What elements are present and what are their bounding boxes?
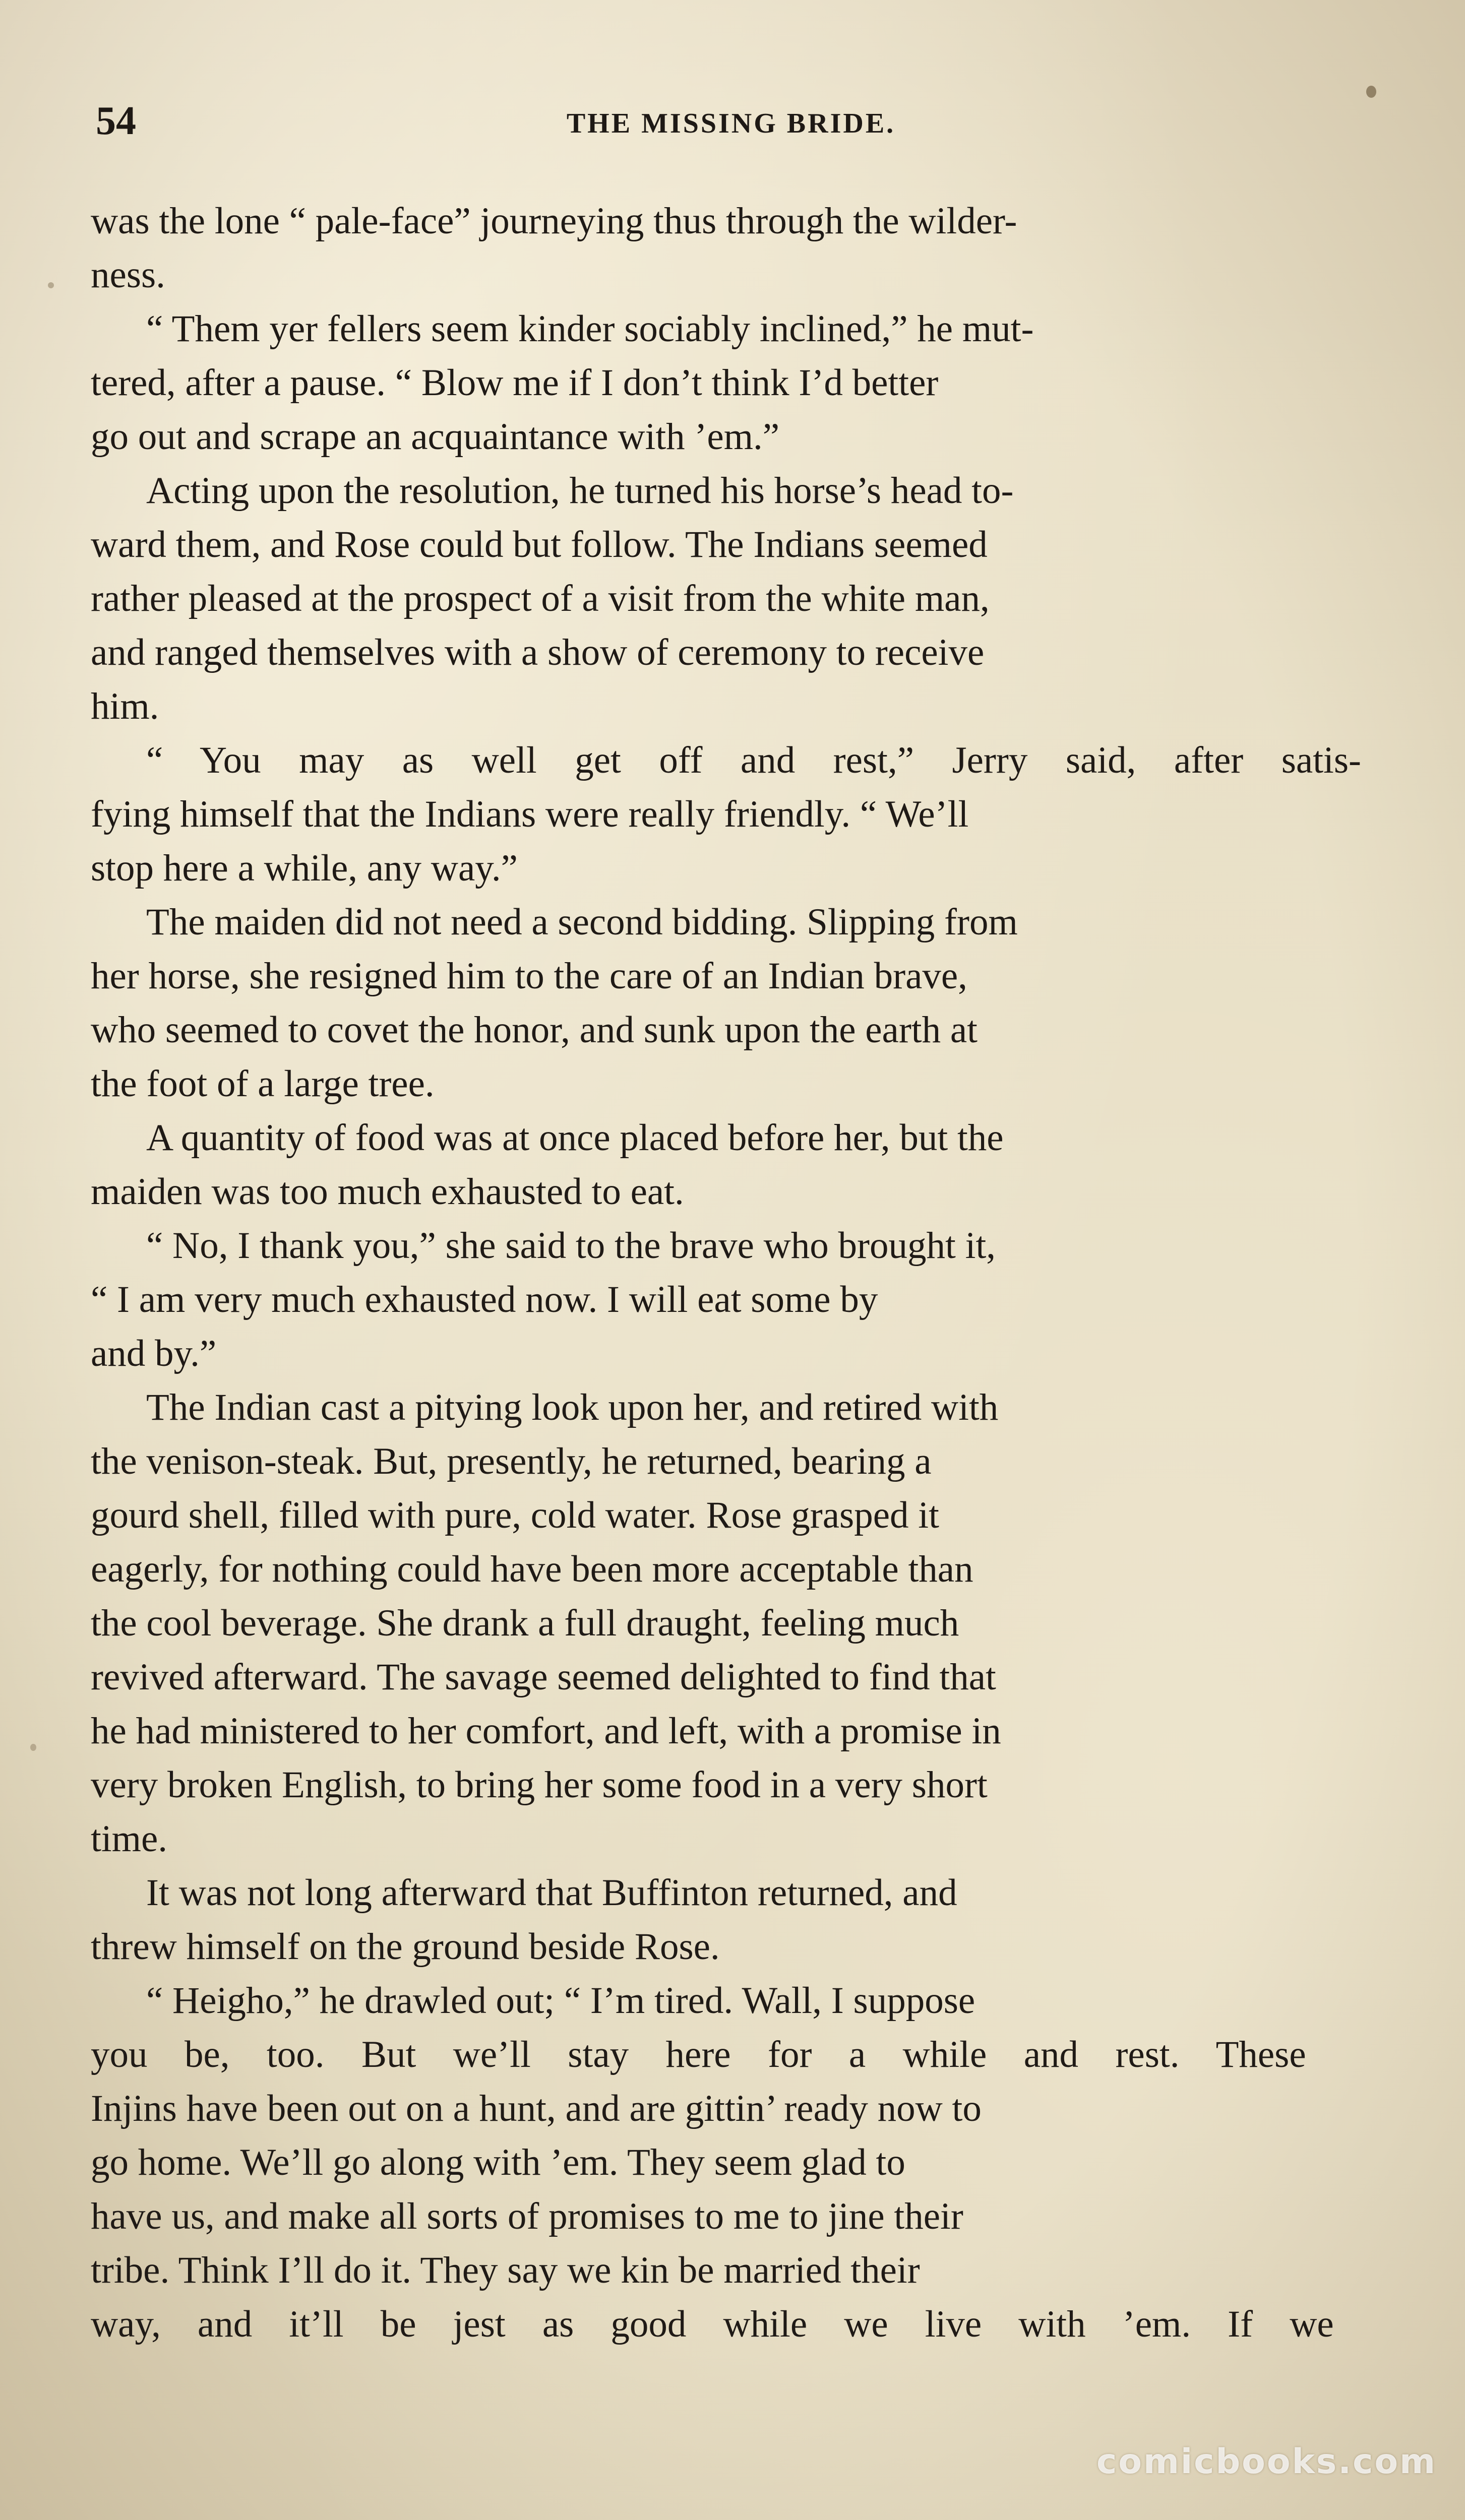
text-line: Injins have been out on a hunt, and are gittin’ ready now to: [91, 2088, 982, 2129]
text-line: ward them, and Rose could but follow. The Indians seemed: [91, 524, 988, 565]
ink-speck: [48, 282, 54, 288]
text-line: and by.”: [91, 1333, 217, 1374]
text-line: who seemed to covet the honor, and sunk upon the earth at: [91, 1009, 978, 1051]
text-line: her horse, she resigned him to the care of an Indian brave,: [91, 955, 967, 997]
text-line: him.: [91, 685, 159, 727]
text-line: rather pleased at the prospect of a visit from the white man,: [91, 578, 990, 619]
text-line: ness.: [91, 254, 165, 296]
text-line: maiden was too much exhausted to eat.: [91, 1171, 684, 1213]
ink-speck: [1366, 86, 1376, 98]
text-line: very broken English, to bring her some food in a very short: [91, 1764, 988, 1806]
text-line: “ No, I thank you,” she said to the brave who brought it,: [146, 1225, 996, 1267]
text-line: “ Them yer fellers seem kinder sociably inclined,” he mut-: [146, 308, 1034, 350]
text-line: tribe. Think I’ll do it. They say we kin be married their: [91, 2249, 920, 2291]
text-line: time.: [91, 1818, 168, 1860]
text-line: the foot of a large tree.: [91, 1063, 435, 1105]
text-line: eagerly, for nothing could have been more acceptable than: [91, 1548, 973, 1590]
text-line: the cool beverage. She drank a full draught, feeling much: [91, 1602, 959, 1644]
text-line: fying himself that the Indians were really friendly. “ We’ll: [91, 793, 969, 835]
running-head: THE MISSING BRIDE.: [566, 108, 896, 139]
text-line: go out and scrape an acquaintance with ’em.”: [91, 416, 780, 458]
text-line: “ Heigho,” he drawled out; “ I’m tired. Wall, I suppose: [146, 1980, 975, 2022]
text-line: go home. We’ll go along with ’em. They seem glad to: [91, 2141, 905, 2183]
text-line: It was not long afterward that Buffinton returned, and: [146, 1872, 957, 1914]
text-line: threw himself on the ground beside Rose.: [91, 1926, 720, 1968]
text-line: and ranged themselves with a show of ceremony to receive: [91, 632, 985, 673]
watermark: comicbooks.com: [1096, 2442, 1437, 2482]
text-line: Acting upon the resolution, he turned his horse’s head to-: [146, 470, 1014, 512]
text-line: The maiden did not need a second bidding. Slipping from: [146, 901, 1018, 943]
text-line: gourd shell, filled with pure, cold water. Rose grasped it: [91, 1494, 939, 1536]
text-line: A quantity of food was at once placed before her, but the: [146, 1117, 1004, 1159]
text-line: revived afterward. The savage seemed delighted to find that: [91, 1656, 996, 1698]
text-line: The Indian cast a pitying look upon her, and retired with: [146, 1387, 999, 1428]
body-text: [91, 194, 1361, 2351]
text-line: have us, and make all sorts of promises to me to jine their: [91, 2195, 963, 2237]
text-line: “ I am very much exhausted now. I will eat some by: [91, 1279, 878, 1320]
text-line: he had ministered to her comfort, and left, with a promise in: [91, 1710, 1001, 1752]
page-number: 54: [96, 99, 136, 143]
text-line: you be, too. But we’ll stay here for a while and rest. These: [91, 2034, 1306, 2075]
ink-speck: [30, 1744, 36, 1751]
text-line: was the lone “ pale-face” journeying thus through the wilder-: [91, 200, 1017, 242]
text-line: “ You may as well get off and rest,” Jerry said, after satis-: [146, 739, 1362, 781]
text-line: the venison-steak. But, presently, he returned, bearing a: [91, 1440, 932, 1482]
text-line: way, and it’ll be jest as good while we live with ’em. If we: [91, 2303, 1334, 2345]
text-line: stop here a while, any way.”: [91, 847, 518, 889]
text-line: tered, after a pause. “ Blow me if I don’t think I’d better: [91, 362, 939, 404]
